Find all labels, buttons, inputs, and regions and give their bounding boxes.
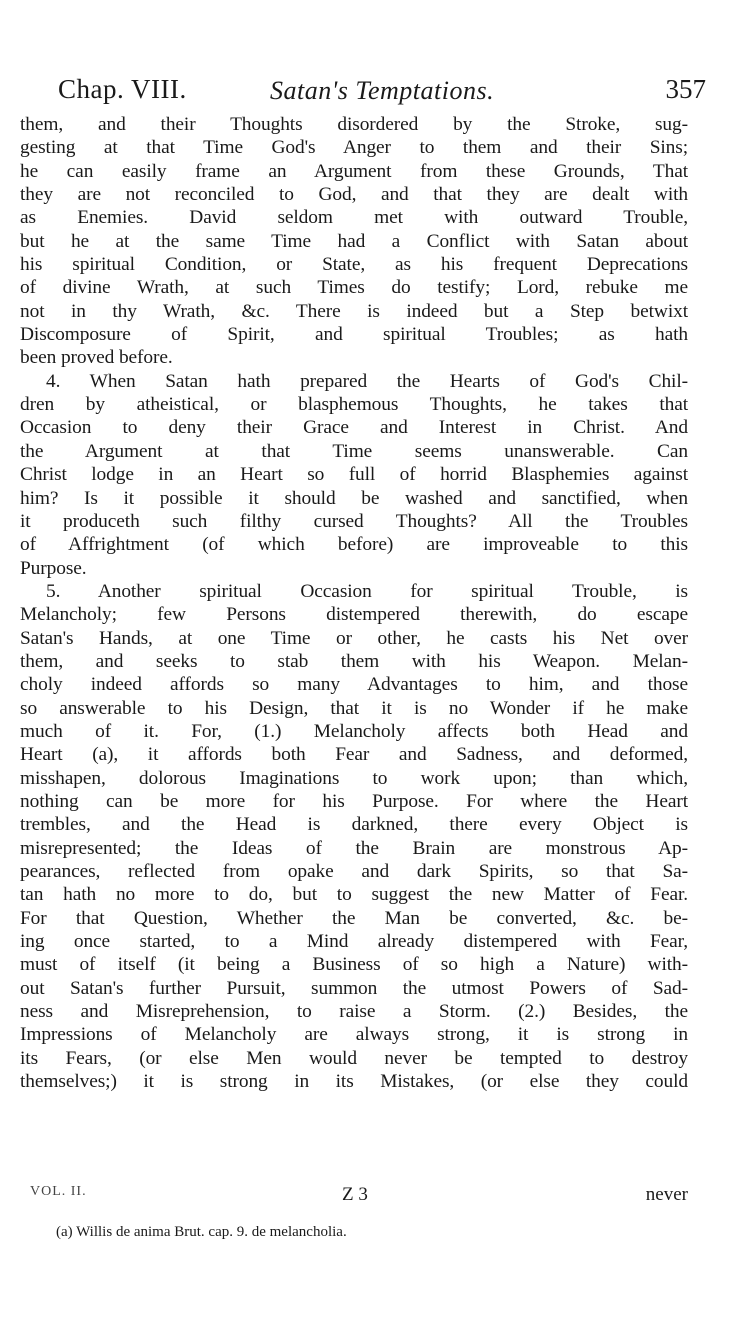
text-line: ing once started, to a Mind already distempered with Fear,	[20, 931, 688, 953]
text-line: dren by atheistical, or blasphemous Thoughts, he takes that	[20, 394, 688, 416]
body-text	[20, 113, 688, 1093]
text-line: tan hath no more to do, but to suggest the new Matter of Fear.	[20, 884, 688, 906]
text-line: Heart (a), it affords both Fear and Sadness, and deformed,	[20, 744, 688, 766]
text-line: its Fears, (or else Men would never be tempted to destroy	[20, 1047, 688, 1069]
catchword: never	[645, 1184, 688, 1205]
text-line: misshapen, dolorous Imaginations to work upon; than which,	[20, 767, 688, 789]
text-line: it produceth such filthy cursed Thoughts? All the Troubles	[20, 510, 688, 532]
text-line: trembles, and the Head is darkned, there every Object is	[20, 814, 688, 836]
signature-mark: Z 3	[342, 1184, 368, 1205]
text-line: him? Is it possible it should be washed and sanctified, when	[20, 487, 688, 509]
page-number: 357	[665, 74, 706, 104]
text-line: 4. When Satan hath prepared the Hearts of God's Chil-	[46, 370, 688, 392]
text-line: been proved before.	[20, 347, 173, 369]
text-line: the Argument at that Time seems unanswerable. Can	[20, 440, 688, 462]
running-header	[58, 74, 706, 114]
text-line: out Satan's further Pursuit, summon the utmost Powers of Sad-	[20, 977, 688, 999]
text-line: themselves;) it is strong in its Mistakes, (or else they could	[20, 1071, 688, 1093]
text-line: Impressions of Melancholy are always strong, it is strong in	[20, 1024, 688, 1046]
text-line: misrepresented; the Ideas of the Brain are monstrous Ap-	[20, 837, 688, 859]
text-line: them, and seeks to stab them with his Weapon. Melan-	[20, 650, 688, 672]
footnote: (a) Willis de anima Brut. cap. 9. de melancholia.	[56, 1224, 347, 1240]
text-line: Satan's Hands, at one Time or other, he casts his Net over	[20, 627, 688, 649]
text-line: as Enemies. David seldom met with outward Trouble,	[20, 207, 688, 229]
text-line: them, and their Thoughts disordered by the Stroke, sug-	[20, 114, 688, 135]
text-line: Occasion to deny their Grace and Interest in Christ. And	[20, 417, 688, 439]
chapter-label: Chap. VIII.	[58, 74, 187, 104]
text-line: of divine Wrath, at such Times do testify; Lord, rebuke me	[20, 277, 688, 299]
text-line: Purpose.	[20, 557, 87, 579]
text-line: ness and Misreprehension, to raise a Storm. (2.) Besides, the	[20, 1001, 688, 1023]
text-line: of Affrightment (of which before) are improveable to this	[20, 534, 688, 556]
text-line: 5. Another spiritual Occasion for spiritual Trouble, is	[46, 580, 688, 602]
text-line: For that Question, Whether the Man be converted, &c. be-	[20, 907, 688, 929]
text-line: much of it. For, (1.) Melancholy affects both Head and	[20, 720, 688, 742]
text-line: choly indeed affords so many Advantages to him, and those	[20, 674, 688, 696]
text-line: but he at the same Time had a Conflict with Satan about	[20, 230, 688, 252]
text-line: Christ lodge in an Heart so full of horrid Blasphemies against	[20, 464, 688, 486]
signature-line	[30, 1184, 688, 1210]
text-line: must of itself (it being a Business of so high a Nature) with-	[20, 954, 688, 976]
text-line: Discomposure of Spirit, and spiritual Troubles; as hath	[20, 324, 688, 346]
text-line: not in thy Wrath, &c. There is indeed but a Step betwixt	[20, 300, 688, 322]
volume-mark: VOL. II.	[30, 1184, 87, 1199]
text-line: gesting at that Time God's Anger to them and their Sins;	[20, 137, 688, 159]
text-line: so answerable to his Design, that it is no Wonder if he make	[20, 697, 688, 719]
text-line: pearances, reflected from opake and dark Spirits, so that Sa-	[20, 861, 688, 882]
text-line: they are not reconciled to God, and that they are dealt with	[20, 184, 688, 206]
text-line: he can easily frame an Argument from these Grounds, That	[20, 160, 688, 182]
text-line: Melancholy; few Persons distempered therewith, do escape	[20, 604, 688, 626]
text-line: his spiritual Condition, or State, as his frequent Deprecations	[20, 254, 688, 276]
text-line: nothing can be more for his Purpose. For where the Heart	[20, 790, 688, 812]
running-title: Satan's Temptations.	[270, 76, 495, 105]
